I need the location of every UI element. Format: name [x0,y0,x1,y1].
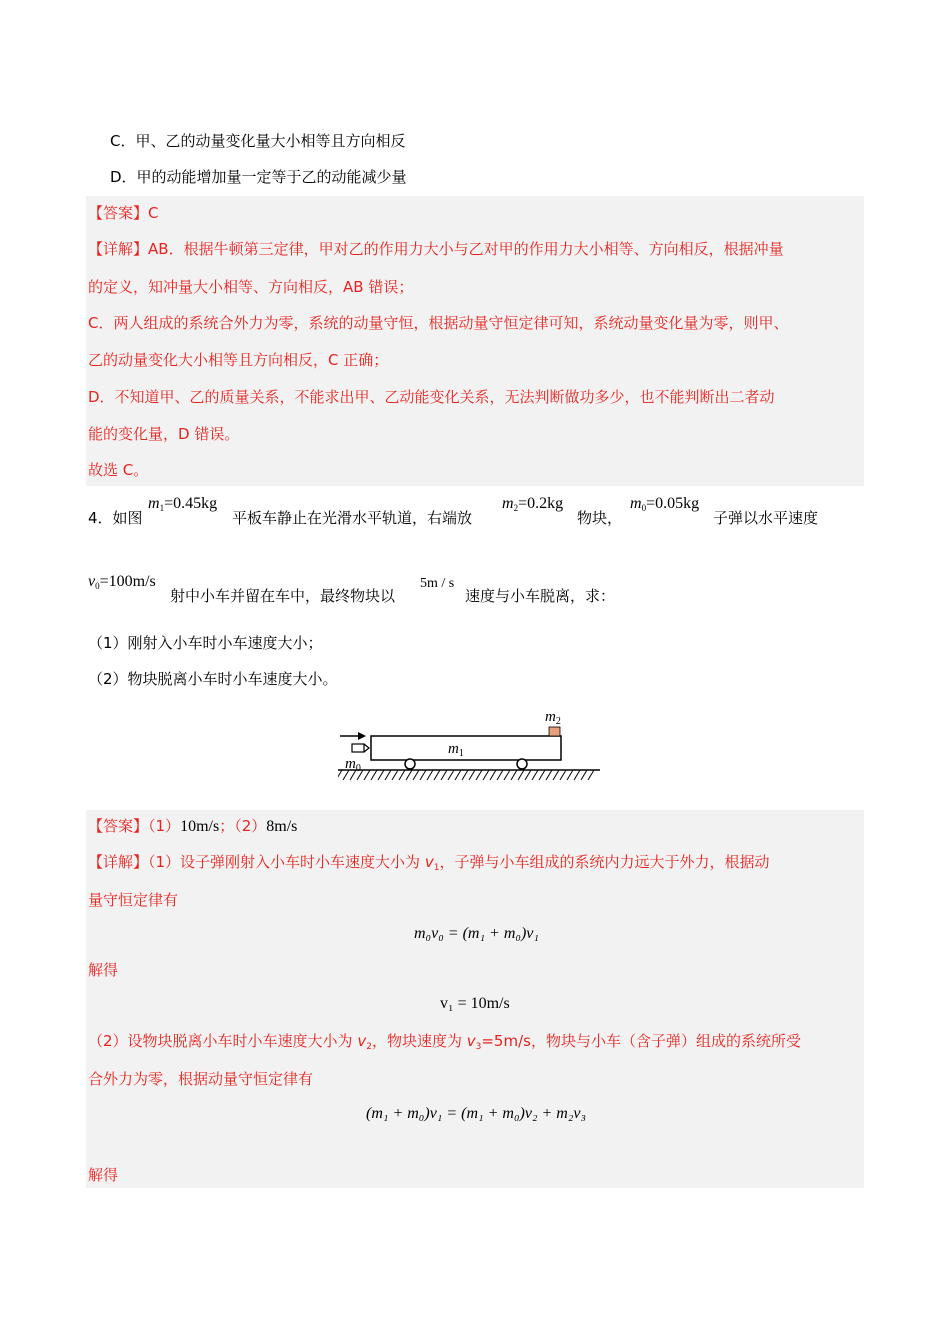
q4-text-5: 速度与小车脱离，求： [465,587,616,605]
hatch-mark [476,770,482,780]
cart-figure [338,706,600,786]
hatch-mark [511,770,517,780]
answer-label: 【答案】 [88,204,149,222]
q4-text-1: 平板车静止在光滑水平轨道，右端放 [232,509,473,527]
detail-line-5: D．不知道甲、乙的质量关系，不能求出甲、乙动能变化关系，无法判断做功多少，也不能判断出二者动 [88,388,775,406]
q4-text-4: 射中小车并留在车中，最终物块以 [170,587,396,605]
answer2-p1: （1） [148,817,181,835]
q4-line-1: 4．如图 [88,509,143,527]
hatch-mark [427,770,433,780]
hatch-mark [504,770,510,780]
hatch-mark [455,770,461,780]
option-d: D．甲的动能增加量一定等于乙的动能减少量 [110,168,407,186]
option-c: C．甲、乙的动量变化量大小相等且方向相反 [110,132,406,150]
wheel-left [405,759,415,769]
equation-3: (m₁ + m₀)v₁ = (m₁ + m₀)v₂ + m₂v₃ [366,1105,587,1122]
hatch-mark [567,770,573,780]
q4-m0: $m_0=0.05kg$ [630,495,700,513]
hatch-mark [497,770,503,780]
equation-1: m₀v₀ = (m₁ + m₀)v₁ [414,925,539,942]
q4-v-leave: 5m / s [420,576,455,591]
q4-text-2: 物块， [577,509,623,527]
hatch-mark [406,770,412,780]
hatch-mark [490,770,496,780]
hatch-mark [483,770,489,780]
velocity-arrow [340,732,366,740]
answer2-v2: 8m/s [266,818,298,835]
hatch-mark [553,770,559,780]
hatch-mark [385,770,391,780]
hatch-mark [441,770,447,780]
answer2-p2: （2） [234,817,267,835]
q4-part-1: （1）刚射入小车时小车速度大小； [88,634,323,652]
hatch-mark [469,770,475,780]
hatch-mark [539,770,545,780]
detail-label: 【详解】 [88,240,149,258]
detail-line-4: 乙的动量变化大小相等且方向相反，C 正确； [88,351,389,369]
detail-line-1 [88,239,784,259]
label-m2: $m_2$ [545,709,561,727]
hatch-mark [413,770,419,780]
hatch-mark [462,770,468,780]
detail-line-3: C．两人组成的系统合外力为零，系统的动量守恒，根据动量守恒定律可知，系统动量变化量为零，则甲、 [88,314,789,332]
answer-value: C [148,204,159,222]
detail2-line-1: 【详解】（1）设子弹刚射入小车时小车速度大小为 $v_1$，子弹与小车组成的系统内力远大于外力，根据动 [88,853,770,873]
hatch-mark [518,770,524,780]
q4-part-2: （2）物块脱离小车时小车速度大小。 [88,670,338,688]
hatch-mark [392,770,398,780]
hatch-mark [338,770,342,780]
answer-line-2 [88,816,297,837]
hatch-mark [525,770,531,780]
answer2-label: 【答案】 [88,817,149,835]
hatch-mark [448,770,454,780]
equation-2: v₁ = 10m/s [440,995,510,1012]
solve-label-1: 解得 [88,961,119,979]
hatch-mark [378,770,384,780]
detail-line-2: 的定义，知冲量大小相等、方向相反，AB 错误； [88,278,414,296]
answer-line-1 [88,203,159,223]
cart-diagram [338,706,600,786]
q4-m2: $m_2=0.2kg$ [502,495,564,513]
detail-line-6: 能的变化量，D 错误。 [88,425,240,443]
detail-line-7: 故选 C。 [88,461,149,479]
hatch-mark [588,770,594,780]
answer2-sep: ； [219,817,235,835]
cart-body [371,736,561,760]
hatch-mark [581,770,587,780]
detail2-line-3: （2）设物块脱离小车时小车速度大小为 $v_2$，物块速度为 $v_3=5m/s$，物块与小车（含子弹）组成的系统所受 [88,1032,801,1052]
bullet-tip [364,744,369,752]
q4-v0: $v_0=100m/s$ [88,573,156,591]
hatch-mark [399,770,405,780]
answer2-v1: 10m/s [180,818,220,835]
hatch-mark [532,770,538,780]
solve-label-2: 解得 [88,1166,119,1184]
q4-text-3: 子弹以水平速度 [713,509,819,527]
block-m2 [549,727,560,736]
hatch-mark [560,770,566,780]
q4-m1: $m_1=0.45kg$ [148,495,218,513]
hatch-mark [546,770,552,780]
hatch-mark [364,770,370,780]
detail-text: AB．根据牛顿第三定律，甲对乙的作用力大小与乙对甲的作用力大小相等、方向相反，根据冲量 [148,240,784,258]
wheel-right [517,759,527,769]
label-m0: $m_0$ [345,756,361,774]
hatch-mark [574,770,580,780]
hatch-mark [371,770,377,780]
hatch-mark [434,770,440,780]
bullet-m0 [352,744,364,752]
hatch-mark [420,770,426,780]
detail2-line-4: 合外力为零，根据动量守恒定律有 [88,1070,314,1088]
detail2-line-2: 量守恒定律有 [88,891,179,909]
label-m1: $m_1$ [448,741,464,759]
